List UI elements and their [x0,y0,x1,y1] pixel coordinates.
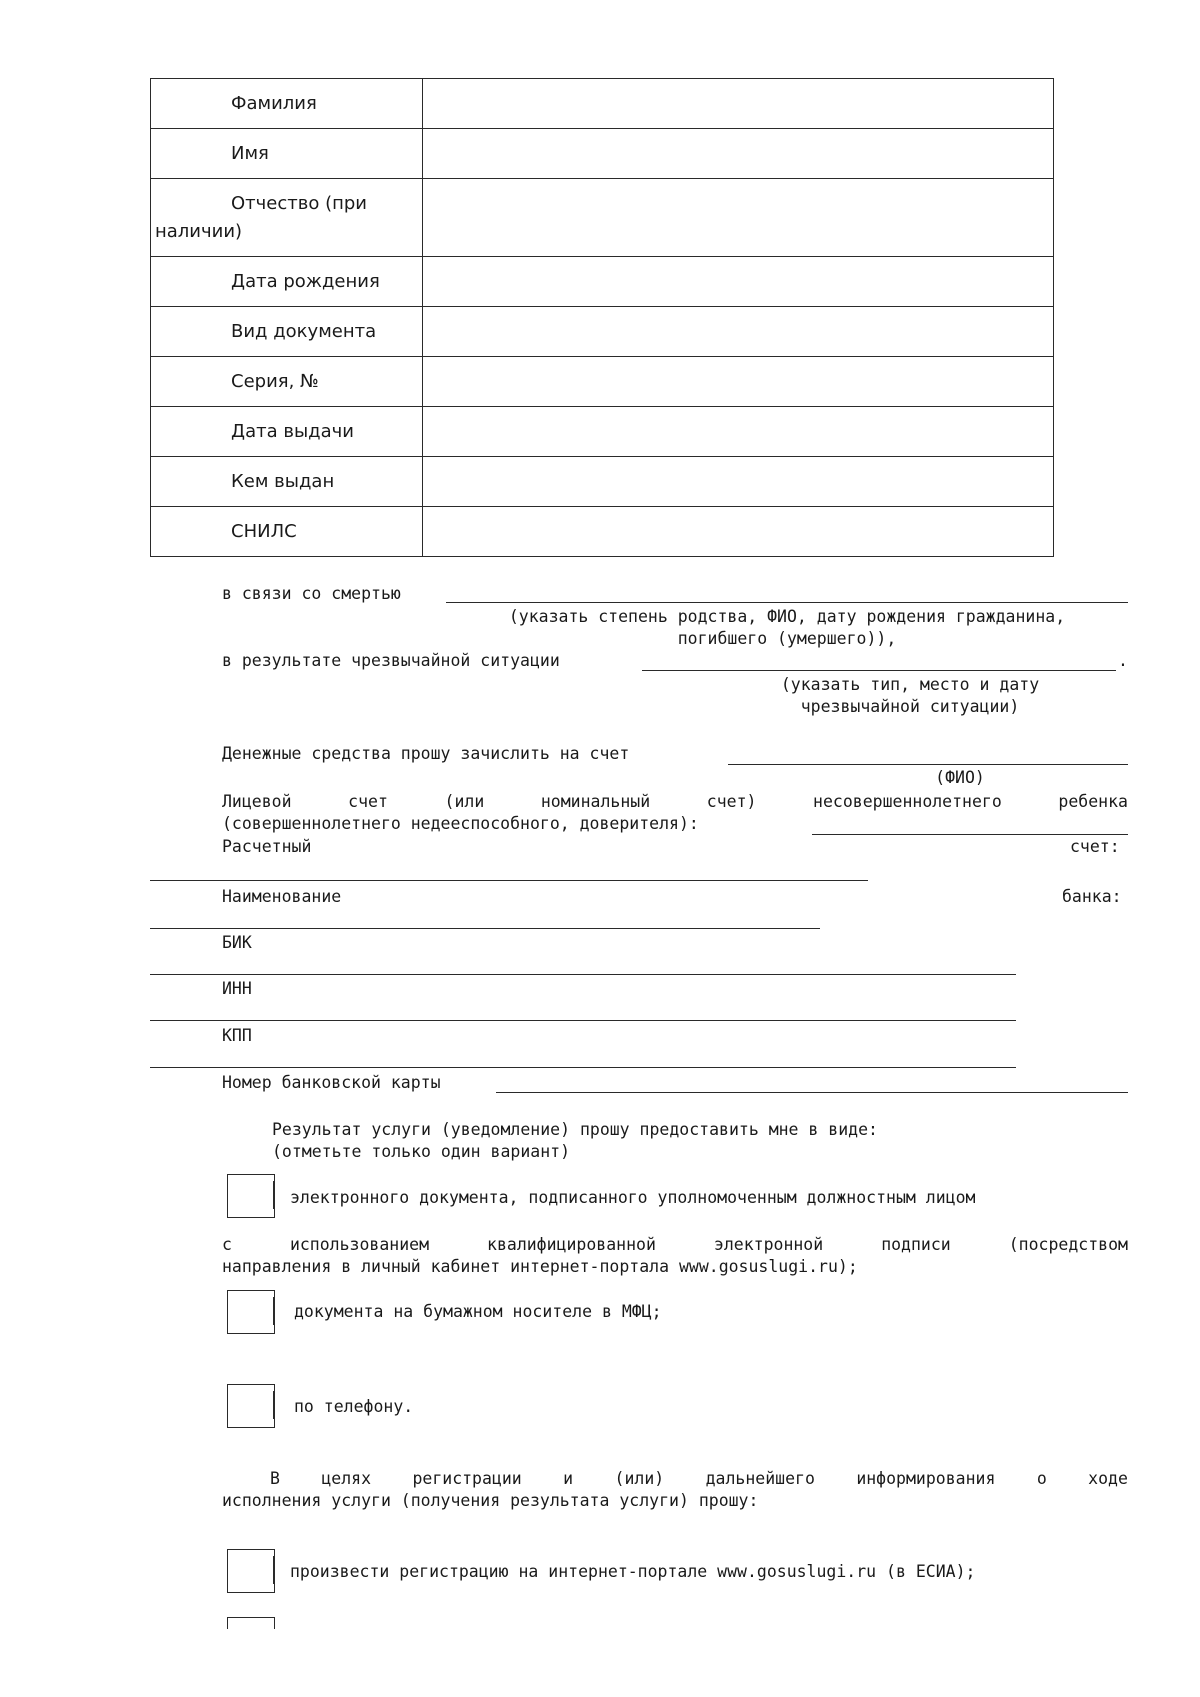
death-hint-line2: погибшего (умершего)), [677,629,897,648]
table-row [151,307,1054,357]
issue-date-label: Дата выдачи [231,420,354,442]
inn-label: ИНН [222,979,252,998]
table-row [151,357,1054,407]
inn-line[interactable] [150,1020,1016,1021]
emergency-hint-line1: (указать тип, место и дату [780,675,1040,694]
result-phone-checkbox[interactable] [227,1384,275,1428]
snils-label: СНИЛС [231,520,297,542]
document-type-field[interactable] [423,307,1054,357]
bik-label: БИК [222,933,252,952]
series-number-label: Серия, № [231,370,319,392]
result-intro-line1: Результат услуги (уведомление) прошу предоставить мне в виде: [272,1120,878,1139]
emergency-period: . [1118,651,1128,670]
money-label: Денежные средства прошу зачислить на счет [222,744,630,763]
bik-line[interactable] [150,974,1016,975]
registration-intro-line1: В целях регистрации и (или) дальнейшего информирования о ходе [270,1469,1128,1488]
document-type-label: Вид документа [231,320,377,342]
death-label: в связи со смертью [222,584,401,603]
name-label: Имя [231,142,269,164]
patronymic-field[interactable] [423,179,1054,257]
result-electronic-line3: направления в личный кабинет интернет-портала www.gosuslugi.ru); [222,1257,858,1276]
snils-field[interactable] [423,507,1054,557]
emergency-hint-line2: чрезвычайной ситуации) [800,697,1020,716]
table-row [151,507,1054,557]
series-number-field[interactable] [423,357,1054,407]
surname-field[interactable] [423,79,1054,129]
registration-gosuslugi-label: произвести регистрацию на интернет-портале www.gosuslugi.ru (в ЕСИА); [290,1562,976,1581]
issue-date-field[interactable] [423,407,1054,457]
kpp-line[interactable] [150,1067,1016,1068]
result-paper-label: документа на бумажном носителе в МФЦ; [294,1302,662,1321]
issued-by-field[interactable] [423,457,1054,507]
table-row [151,129,1054,179]
bank-name-line[interactable] [150,928,820,929]
emergency-label: в результате чрезвычайной ситуации [222,651,560,670]
death-hint-line1: (указать степень родства, ФИО, дату рождения гражданина, [508,607,1066,626]
settlement-account-line[interactable] [150,880,868,881]
result-intro-line2: (отметьте только один вариант) [272,1142,571,1161]
settlement-label: Расчетный [222,837,312,856]
card-number-line[interactable] [496,1092,1128,1093]
table-row [151,407,1054,457]
settlement-suffix: счет: [1070,837,1120,856]
bank-name-suffix: банка: [1062,887,1122,906]
emergency-details-line[interactable] [642,670,1116,671]
registration-intro-line2: исполнения услуги (получения результата услуги) прошу: [222,1491,759,1510]
account-holder-line[interactable] [728,764,1128,765]
issued-by-label: Кем выдан [231,470,335,492]
death-details-line[interactable] [446,602,1128,603]
result-electronic-line2: с использованием квалифицированной электронной подписи (посредством [222,1235,1128,1254]
result-phone-label: по телефону. [294,1397,414,1416]
personal-data-table [150,78,1054,557]
account-line2: (совершеннолетнего недееспособного, доверителя): [222,814,699,833]
registration-gosuslugi-checkbox[interactable] [227,1549,275,1593]
account-line1: Лицевой счет (или номинальный счет) несовершеннолетнего ребенка [222,792,1128,811]
surname-label: Фамилия [231,92,317,114]
fio-hint: (ФИО) [935,768,985,787]
personal-account-line[interactable] [812,834,1128,835]
table-row [151,257,1054,307]
kpp-label: КПП [222,1026,252,1045]
table-row [151,457,1054,507]
birth-date-label: Дата рождения [231,270,380,292]
result-electronic-line1: электронного документа, подписанного уполномоченным должностным лицом [290,1188,976,1207]
result-electronic-checkbox[interactable] [227,1174,275,1218]
result-paper-checkbox[interactable] [227,1290,275,1334]
table-row [151,79,1054,129]
patronymic-label-line1: Отчество (при [231,192,368,214]
next-option-checkbox[interactable] [227,1617,275,1629]
patronymic-label-line2: наличии) [155,220,243,242]
table-row [151,179,1054,257]
bank-name-label: Наименование [222,887,342,906]
card-number-label: Номер банковской карты [222,1073,441,1092]
birth-date-field[interactable] [423,257,1054,307]
name-field[interactable] [423,129,1054,179]
